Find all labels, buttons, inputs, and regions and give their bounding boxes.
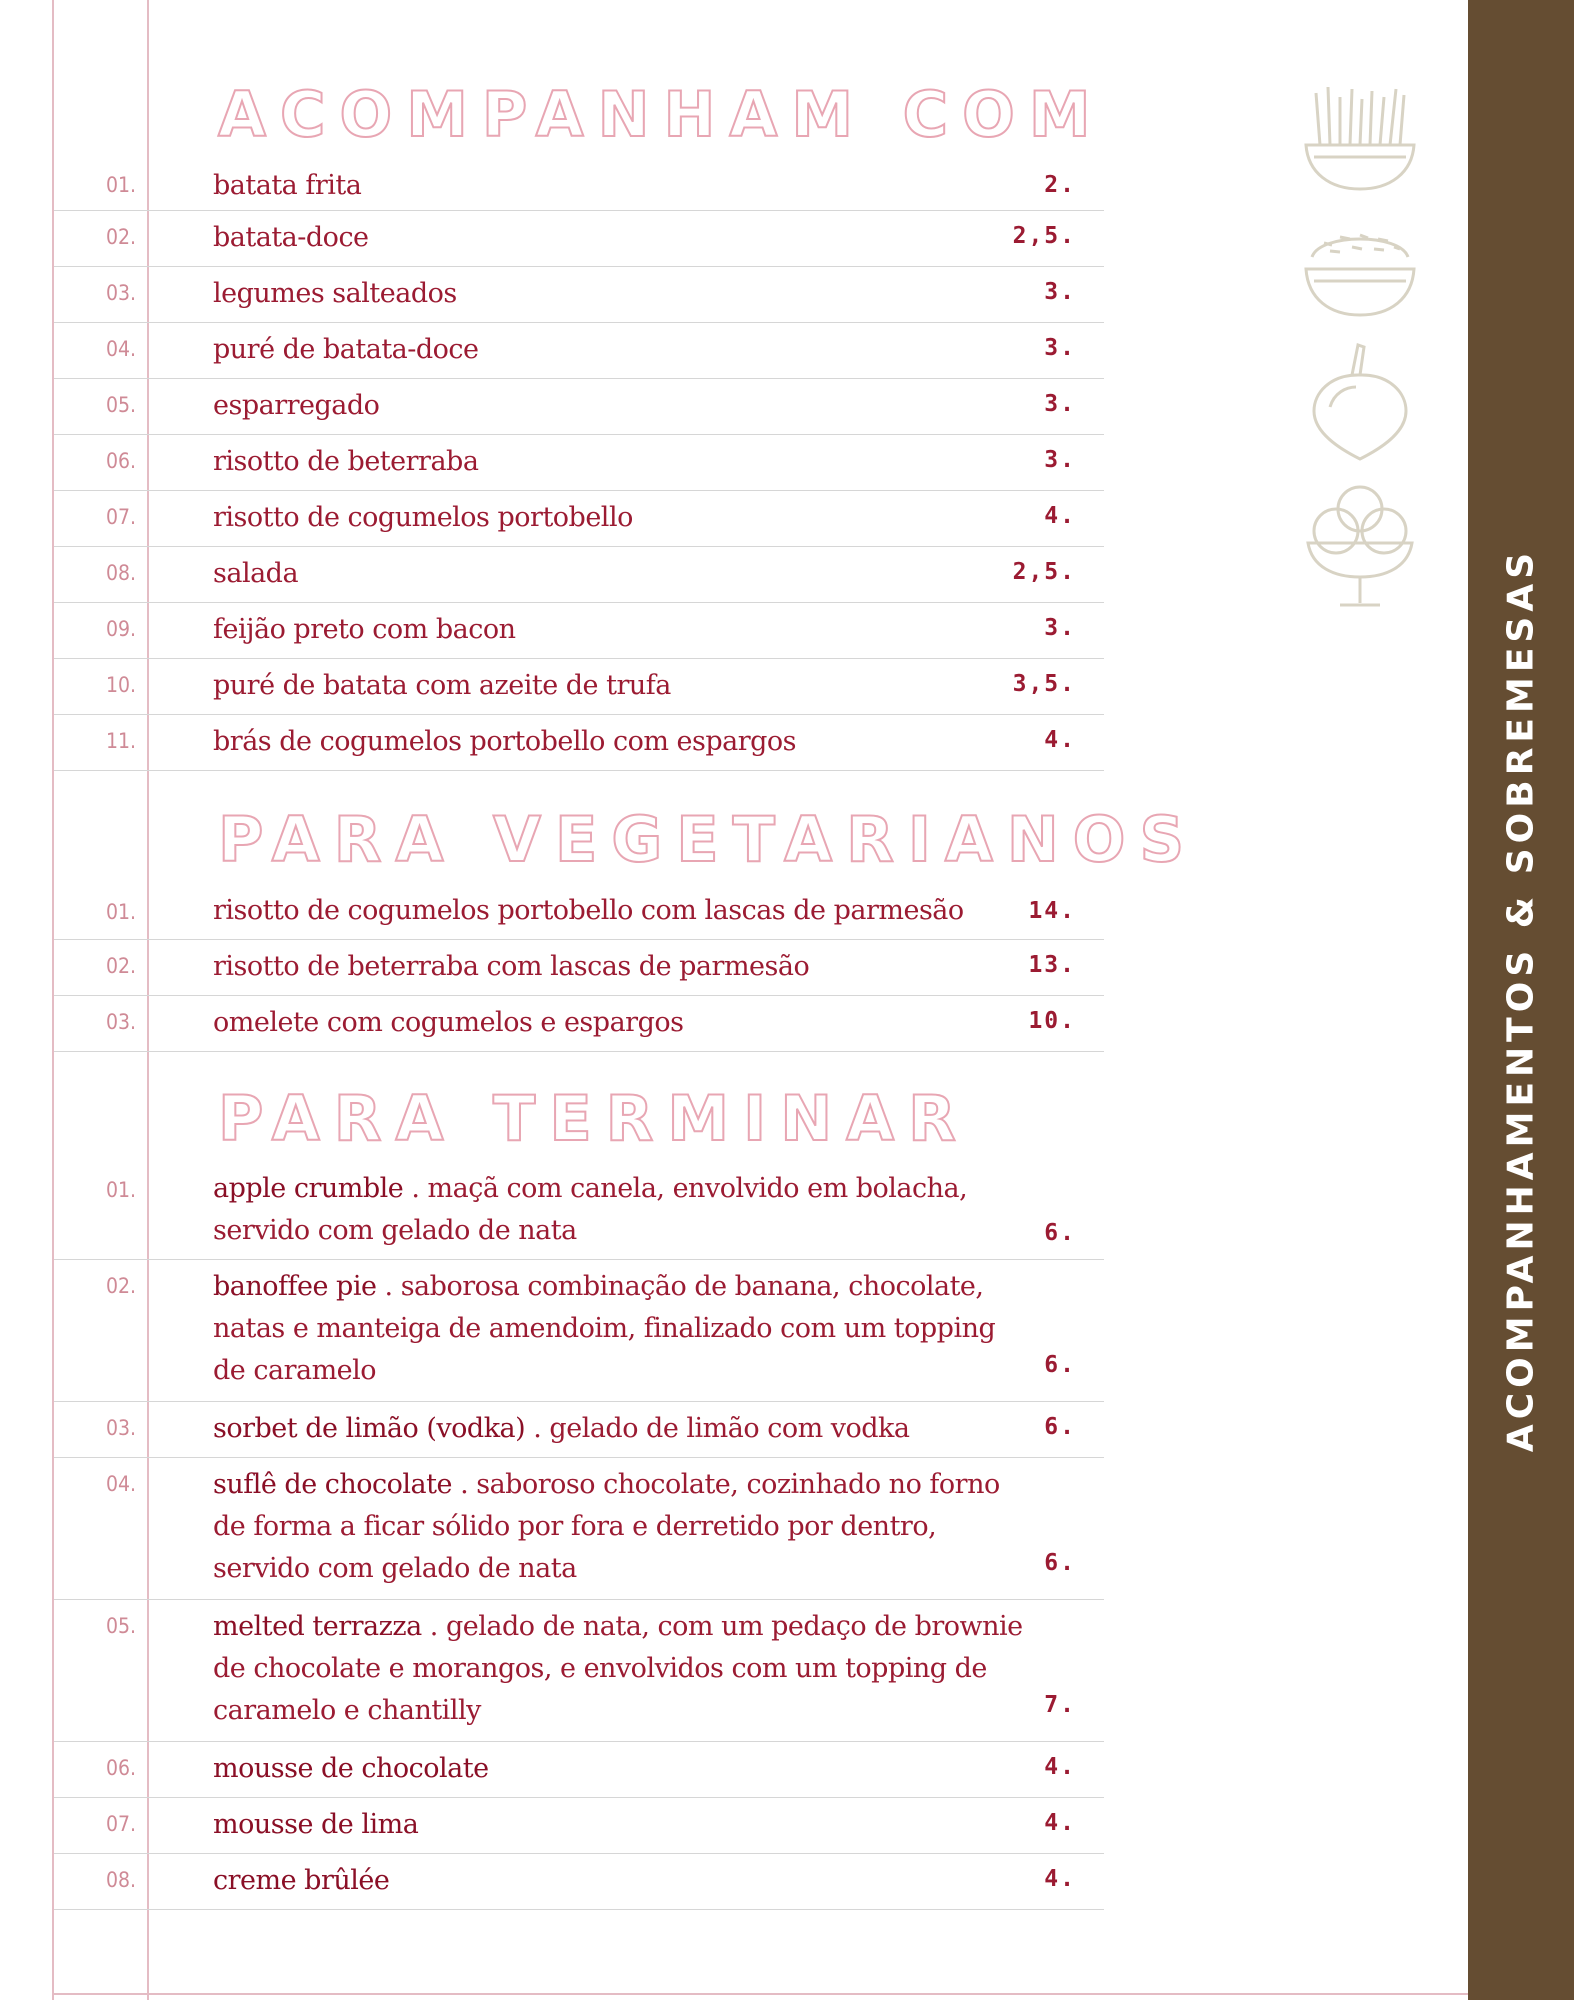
item-name: puré de batata-doce <box>213 334 479 365</box>
menu-row <box>54 996 1104 1052</box>
item-price: 4. <box>1044 1810 1076 1836</box>
menu-row <box>54 1742 1104 1798</box>
item-price: 4. <box>1044 727 1076 753</box>
item-name: apple crumble <box>213 1173 404 1204</box>
item-name: puré de batata com azeite de trufa <box>213 670 671 701</box>
item-name: risotto de beterraba com lascas de parmesão <box>213 951 810 982</box>
item-description: . saborosa combinação de banana, chocolate, natas e manteiga de amendoim, finalizado com um topping de caramelo <box>213 1271 996 1386</box>
item-name: risotto de cogumelos portobello com lascas de parmesão <box>213 895 964 926</box>
menu-row <box>54 379 1104 435</box>
margin-guide-bottom <box>52 1993 1468 1995</box>
item-description: . maçã com canela, envolvido em bolacha, servido com gelado de nata <box>213 1173 968 1246</box>
item-name: batata frita <box>213 170 362 201</box>
item-number: 07. <box>105 505 136 529</box>
item-number: 01. <box>105 900 136 924</box>
item-description: . gelado de limão com vodka <box>525 1413 910 1444</box>
item-name: banoffee pie <box>213 1271 377 1302</box>
item-name: feijão preto com bacon <box>213 614 516 645</box>
item-name: suflê de chocolate <box>213 1469 452 1500</box>
item-number: 02. <box>105 954 136 978</box>
menu-row <box>54 1260 1104 1402</box>
item-number: 01. <box>105 173 136 197</box>
item-number: 06. <box>105 449 136 473</box>
menu-row <box>54 267 1104 323</box>
menu-row <box>54 547 1104 603</box>
menu-row <box>54 659 1104 715</box>
item-name: risotto de beterraba <box>213 446 479 477</box>
item-price: 4. <box>1044 1866 1076 1892</box>
item-price: 3. <box>1044 279 1076 305</box>
item-number: 04. <box>105 337 136 361</box>
item-number: 08. <box>105 561 136 585</box>
item-number: 03. <box>105 1010 136 1034</box>
item-text <box>213 1408 1023 1450</box>
menu-row <box>54 323 1104 379</box>
menu-row <box>54 940 1104 996</box>
beetroot-icon <box>1300 341 1420 461</box>
item-price: 4. <box>1044 503 1076 529</box>
item-price: 3,5. <box>1012 671 1076 697</box>
menu-row <box>54 603 1104 659</box>
menu-row <box>54 890 1104 940</box>
rice-bowl-icon <box>1300 213 1420 323</box>
item-text <box>213 1266 1023 1392</box>
menu-row <box>54 1402 1104 1458</box>
item-text <box>213 1860 1023 1902</box>
item-name: brás de cogumelos portobello com espargos <box>213 726 797 757</box>
item-text <box>213 1464 1023 1590</box>
item-price: 6. <box>1044 1414 1076 1440</box>
side-title: ACOMPANHAMENTOS & SOBREMESAS <box>1500 547 1542 1453</box>
item-number: 10. <box>105 673 136 697</box>
item-name: mousse de chocolate <box>213 1753 489 1784</box>
item-name: batata-doce <box>213 222 369 253</box>
item-name: creme brûlée <box>213 1865 390 1896</box>
item-number: 02. <box>105 225 136 249</box>
item-number: 03. <box>105 281 136 305</box>
menu-row <box>54 1600 1104 1742</box>
item-number: 09. <box>105 617 136 641</box>
item-text <box>213 1606 1023 1732</box>
menu-row <box>54 211 1104 267</box>
item-name: mousse de lima <box>213 1809 419 1840</box>
item-number: 01. <box>105 1178 136 1202</box>
item-number: 07. <box>105 1812 136 1836</box>
item-price: 6. <box>1044 1220 1076 1246</box>
menu-row <box>54 1168 1104 1260</box>
item-price: 2. <box>1044 172 1076 198</box>
item-price: 13. <box>1028 952 1076 978</box>
item-description: . saboroso chocolate, cozinhado no forno de forma a ficar sólido por fora e derretido por dentro, servido com gelado de nata <box>213 1469 1000 1584</box>
icon-column <box>1300 85 1430 627</box>
item-name: melted terrazza <box>213 1611 422 1642</box>
menu-row <box>54 1458 1104 1600</box>
item-number: 05. <box>105 1614 136 1638</box>
item-text <box>213 1804 1023 1846</box>
item-number: 04. <box>105 1472 136 1496</box>
item-price: 10. <box>1028 1008 1076 1034</box>
item-number: 03. <box>105 1416 136 1440</box>
menu-row <box>54 491 1104 547</box>
item-number: 02. <box>105 1274 136 1298</box>
menu-row <box>54 1798 1104 1854</box>
item-price: 4. <box>1044 1754 1076 1780</box>
menu-row <box>54 435 1104 491</box>
item-price: 6. <box>1044 1550 1076 1576</box>
section-title-vegetarianos: PARA VEGETARIANOS <box>218 803 1199 876</box>
item-name: omelete com cogumelos e espargos <box>213 1007 684 1038</box>
item-text <box>213 1748 1023 1790</box>
section-title-acompanham: ACOMPANHAM COM <box>218 78 1105 151</box>
fries-bowl-icon <box>1300 85 1420 195</box>
item-name: esparregado <box>213 390 380 421</box>
item-price: 3. <box>1044 391 1076 417</box>
menu-row <box>54 165 1104 211</box>
item-number: 05. <box>105 393 136 417</box>
item-price: 6. <box>1044 1352 1076 1378</box>
item-price: 2,5. <box>1012 559 1076 585</box>
menu-row <box>54 715 1104 771</box>
item-name: legumes salteados <box>213 278 457 309</box>
item-price: 3. <box>1044 335 1076 361</box>
item-price: 14. <box>1028 898 1076 924</box>
menu-row <box>54 1854 1104 1910</box>
item-price: 3. <box>1044 615 1076 641</box>
item-text <box>213 1168 1023 1252</box>
item-name: salada <box>213 558 299 589</box>
item-name: risotto de cogumelos portobello <box>213 502 633 533</box>
item-price: 7. <box>1044 1692 1076 1718</box>
section-title-terminar: PARA TERMINAR <box>218 1082 970 1155</box>
item-number: 06. <box>105 1756 136 1780</box>
ice-cream-cup-icon <box>1300 479 1420 609</box>
item-name: sorbet de limão (vodka) <box>213 1413 526 1444</box>
item-description: . gelado de nata, com um pedaço de brownie de chocolate e morangos, e envolvidos com um topping de caramelo e chantilly <box>213 1611 1023 1726</box>
item-price: 2,5. <box>1012 223 1076 249</box>
item-price: 3. <box>1044 447 1076 473</box>
item-number: 11. <box>105 729 136 753</box>
item-number: 08. <box>105 1868 136 1892</box>
